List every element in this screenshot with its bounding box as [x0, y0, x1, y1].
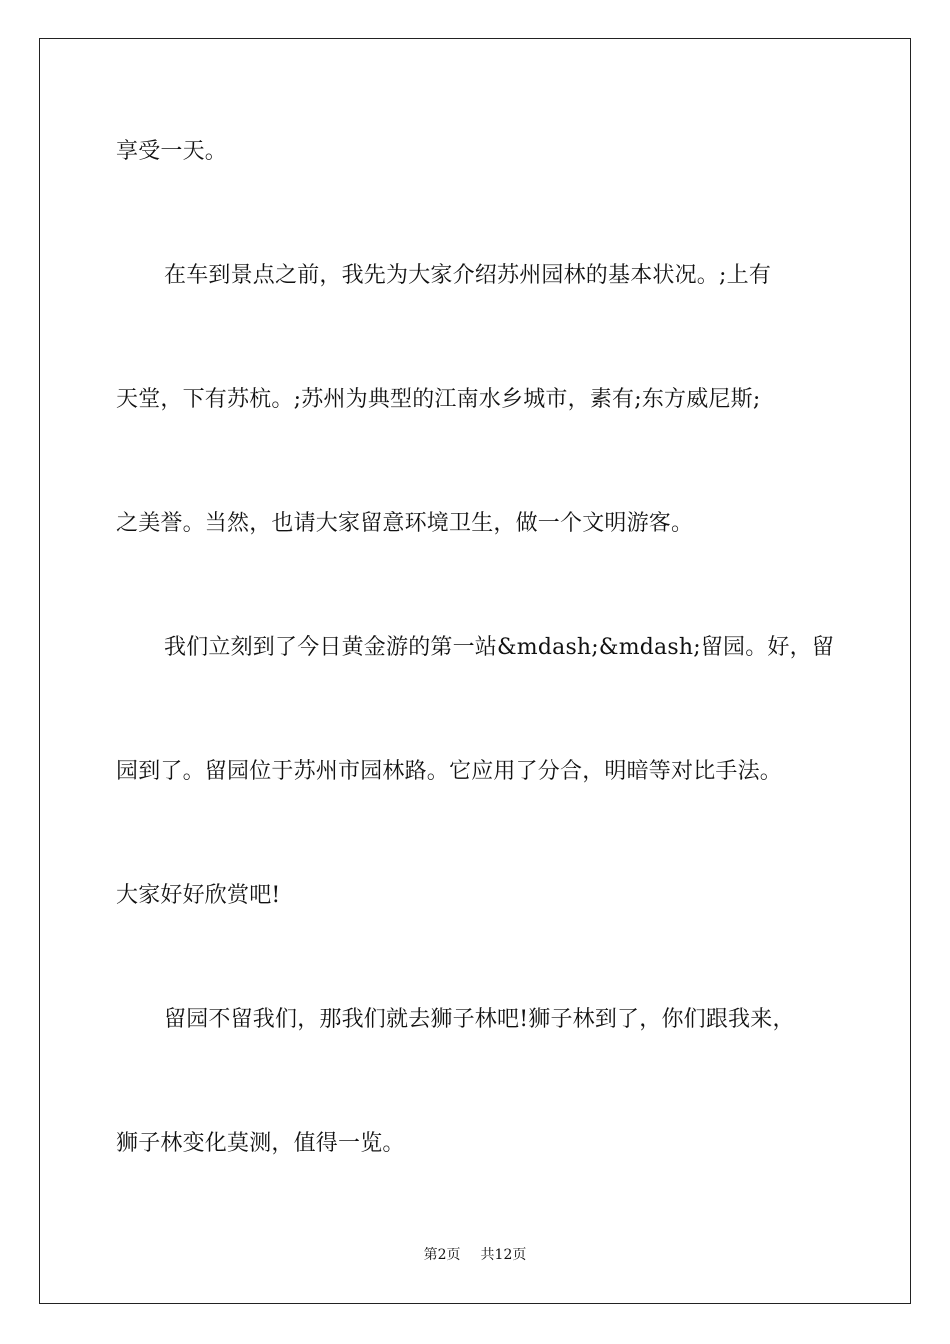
page-total: 共12页: [480, 1247, 527, 1263]
page-border: [39, 38, 911, 1304]
page-footer: [0, 1246, 950, 1264]
page-number: 第2页: [423, 1247, 461, 1263]
text-line-7: 大家好好欣赏吧!: [116, 883, 281, 908]
text-line-8: 留园不留我们，那我们就去狮子林吧!狮子林到了，你们跟我来，: [164, 1007, 795, 1032]
text-line-9: 狮子林变化莫测，值得一览。: [116, 1131, 405, 1156]
text-line-3: 天堂，下有苏杭。;苏州为典型的江南水乡城市，素有;东方威尼斯;: [116, 387, 761, 412]
text-line-2: 在车到景点之前，我先为大家介绍苏州园林的基本状况。;上有: [164, 263, 772, 288]
text-line-6: 园到了。留园位于苏州市园林路。它应用了分合，明暗等对比手法。: [116, 759, 783, 784]
text-line-5: 我们立刻到了今日黄金游的第一站&mdash;&mdash;留园。好，留: [164, 635, 835, 660]
text-line-4: 之美誉。当然，也请大家留意环境卫生，做一个文明游客。: [116, 511, 694, 536]
text-line-1: 享受一天。: [116, 139, 228, 164]
